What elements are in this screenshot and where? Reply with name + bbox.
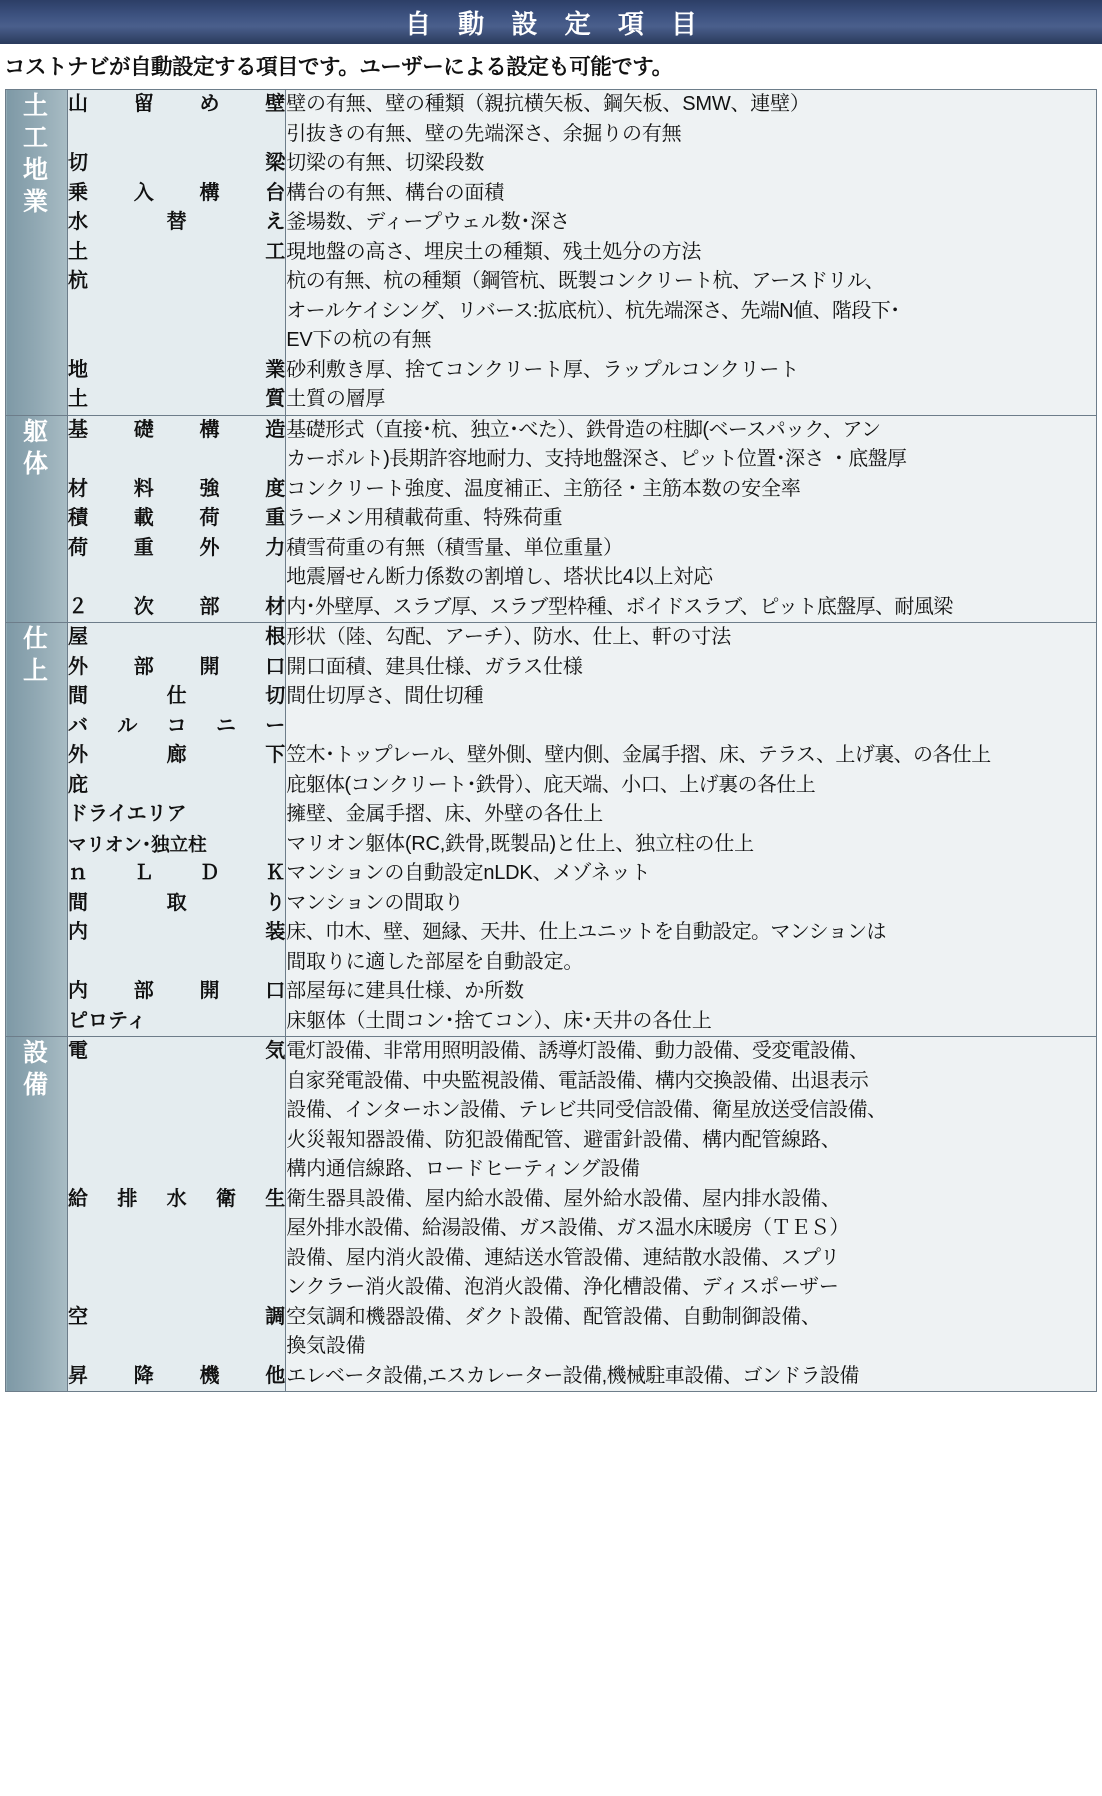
- description-line: 引抜きの有無、壁の先端深さ、余掘りの有無: [286, 122, 682, 145]
- description-line: 設備、インターホン設備、テレビ共同受信設備、衛星放送受信設備、: [286, 1099, 887, 1121]
- spacer: [68, 1214, 285, 1244]
- category-label: 仕 上: [23, 625, 51, 685]
- category-cell: [6, 623, 68, 1037]
- category-cell: [6, 90, 68, 416]
- description-line: 庇躯体(コンクリート･鉄骨）、庇天端、小口、上げ裏の各仕上: [286, 773, 816, 796]
- spacer: [68, 1273, 285, 1303]
- subitem-label: 土 工: [68, 240, 286, 263]
- spacer: [68, 1244, 285, 1274]
- description-line: 現地盤の高さ、埋戻土の種類、残土処分の方法: [286, 240, 702, 263]
- subitem-label: 乗 入 構 台: [68, 181, 286, 204]
- subitem-cell: [68, 415, 286, 623]
- subitem-label: バ ル コ ニ ー: [68, 714, 286, 737]
- description-line: マリオン躯体(RC,鉄骨,既製品)と仕上、独立柱の仕上: [286, 832, 754, 855]
- description-line: 形状（陸、勾配、アーチ）、防水、仕上、軒の寸法: [286, 626, 732, 648]
- description-line: 床躯体（土間コン･捨てコン）、床･天井の各仕上: [286, 1009, 712, 1032]
- spacer: [68, 1155, 285, 1185]
- subitem-label: 外 部 開 口: [68, 655, 286, 678]
- subitem-label: 山 留 め 壁: [68, 93, 286, 115]
- spacer: [68, 326, 285, 356]
- table-row: [6, 1037, 1097, 1392]
- table-row: [6, 623, 1097, 1037]
- subitem-label: ｎ Ｌ Ｄ Ｋ: [68, 862, 286, 884]
- subitem-cell: [68, 623, 286, 1037]
- description-line: 砂利敷き厚、捨てコンクリート厚、ラップルコンクリート: [286, 358, 800, 381]
- description-line: ンクラー消火設備、泡消火設備、浄化槽設備、ディスポーザー: [286, 1276, 839, 1298]
- description-line: 間取りに適した部屋を自動設定。: [286, 950, 584, 973]
- description-line: ラーメン用積載荷重、特殊荷重: [286, 507, 563, 529]
- description-line: 空気調和機器設備、ダクト設備、配管設備、自動制御設備、: [286, 1305, 821, 1328]
- description-line: 火災報知器設備、防犯設備配管、避雷針設備、構内配管線路、: [286, 1128, 841, 1151]
- description-line: 構台の有無、構台の面積: [286, 181, 505, 204]
- description-line: 杭の有無、杭の種類（鋼管杭、既製コンクリート杭、アースドリル、: [286, 270, 885, 292]
- subitem-label: 切 梁: [68, 152, 286, 174]
- table-row: [6, 90, 1097, 416]
- subitem-cell: [68, 90, 286, 416]
- page-title: 自 動 設 定 項 目: [404, 8, 708, 39]
- category-label: 土 工 地 業: [23, 92, 51, 216]
- description-line: 換気設備: [286, 1335, 366, 1357]
- spacer: [68, 1126, 285, 1156]
- description-line: 擁壁、金属手摺、床、外壁の各仕上: [286, 803, 604, 825]
- subtitle-text: コストナビが自動設定する項目です。ユーザーによる設定も可能です。: [4, 55, 673, 79]
- category-cell: [6, 1037, 68, 1392]
- subitem-label: 空 調: [68, 1305, 286, 1328]
- subitem-label: 昇 降 機 他: [68, 1364, 286, 1387]
- table-body: [6, 90, 1097, 1392]
- description-line: EV下の杭の有無: [286, 329, 432, 351]
- spacer: [68, 297, 285, 327]
- subitem-label: ドライエリア: [68, 803, 187, 825]
- description-line: 壁の有無、壁の種類（親抗横矢板、鋼矢板、SMW、連壁）: [286, 93, 810, 115]
- description-line: 釜場数、ディープウェル数･深さ: [286, 211, 570, 233]
- description-line: 積雪荷重の有無（積雪量、単位重量）: [286, 536, 623, 559]
- description-line: 間仕切厚さ、間仕切種: [286, 685, 484, 707]
- description-line: 屋外排水設備、給湯設備、ガス設備、ガス温水床暖房（ＴＥＳ）: [286, 1217, 849, 1239]
- table-row: [6, 415, 1097, 623]
- description-cell: [286, 1037, 1097, 1392]
- subitem-label: マリオン･独立柱: [68, 833, 207, 855]
- subitem-label: 基 礎 構 造: [68, 418, 286, 441]
- subitem-label: 内 装: [68, 921, 286, 943]
- subitem-label: 外 廊 下: [68, 744, 286, 766]
- description-line: 衛生器具設備、屋内給水設備、屋外給水設備、屋内排水設備、: [286, 1187, 841, 1210]
- title-bar: [0, 0, 1102, 44]
- spacer: [68, 1067, 285, 1097]
- category-label: 設 備: [23, 1039, 51, 1099]
- subitem-label: 間 取 り: [68, 891, 286, 914]
- subitem-label: ２ 次 部 材: [68, 595, 286, 618]
- description-line: 床、巾木、壁、廻縁、天井、仕上ユニットを自動設定。マンションは: [286, 921, 886, 943]
- description-line: 開口面積、建具仕様、ガラス仕様: [286, 655, 583, 678]
- description-line: カーボルト)長期許容地耐力、支持地盤深さ、ピット位置･深さ ・底盤厚: [286, 448, 907, 470]
- description-line: エレベータ設備,エスカレーター設備,機械駐車設備、ゴンドラ設備: [286, 1364, 859, 1387]
- subitem-label: 杭: [68, 270, 89, 292]
- spacer: [286, 712, 1096, 742]
- subitem-label: 間 仕 切: [68, 685, 286, 707]
- description-line: コンクリート強度、温度補正、主筋径・主筋本数の安全率: [286, 477, 801, 500]
- spacer: [68, 1096, 285, 1126]
- category-label: 躯 体: [23, 417, 51, 478]
- description-line: 設備、屋内消火設備、連結送水管設備、連結散水設備、スプリ: [286, 1246, 840, 1269]
- description-line: 電灯設備、非常用照明設備、誘導灯設備、動力設備、受変電設備、: [286, 1040, 869, 1062]
- subitem-label: 給 排 水 衛 生: [68, 1187, 286, 1210]
- description-cell: [286, 415, 1097, 623]
- subitem-cell: [68, 1037, 286, 1392]
- subitem-label: ピロティ: [68, 1009, 147, 1032]
- description-line: 切梁の有無、切梁段数: [286, 152, 485, 174]
- description-line: マンションの間取り: [286, 891, 464, 914]
- subitem-label: 内 部 開 口: [68, 980, 286, 1002]
- spacer: [68, 120, 285, 150]
- description-line: 笠木･トップレール、壁外側、壁内側、金属手摺、床、テラス、上げ裏、の各仕上: [286, 744, 991, 766]
- description-line: オールケイシング、リバース:拡底杭）、杭先端深さ、先端N値、階段下･: [286, 299, 900, 322]
- spacer: [68, 445, 285, 475]
- description-line: 自家発電設備、中央監視設備、電話設備、構内交換設備、出退表示: [286, 1069, 869, 1092]
- subitem-label: 荷 重 外 力: [68, 536, 286, 559]
- subitem-label: 土 質: [68, 388, 286, 410]
- description-line: マンションの自動設定nLDK、メゾネット: [286, 862, 651, 884]
- description-cell: [286, 90, 1097, 416]
- subitem-label: 庇: [68, 773, 89, 796]
- category-cell: [6, 415, 68, 623]
- spacer: [68, 948, 285, 978]
- subitem-label: 水 替 え: [68, 211, 286, 233]
- subitem-label: 電 気: [68, 1040, 286, 1062]
- subitem-label: 積 載 荷 重: [68, 507, 286, 529]
- description-line: 内･外壁厚、スラブ厚、スラブ型枠種、ボイドスラブ、ピット底盤厚、耐風梁: [286, 595, 953, 618]
- subitem-label: 屋 根: [68, 626, 286, 648]
- description-line: 構内通信線路、ロードヒーティング設備: [286, 1158, 640, 1180]
- auto-setting-table: [5, 89, 1097, 1392]
- description-cell: [286, 623, 1097, 1037]
- subitem-label: 材 料 強 度: [68, 477, 286, 500]
- description-line: 地震層せん断力係数の割増し、塔状比4以上対応: [286, 566, 713, 588]
- spacer: [68, 1332, 285, 1362]
- description-line: 部屋毎に建具仕様、か所数: [286, 980, 524, 1002]
- subitem-label: 地 業: [68, 358, 286, 381]
- description-line: 土質の層厚: [286, 388, 386, 410]
- spacer: [68, 563, 285, 593]
- description-line: 基礎形式（直接･杭、独立･べた）、鉄骨造の柱脚(ベースパック、アン: [286, 418, 881, 441]
